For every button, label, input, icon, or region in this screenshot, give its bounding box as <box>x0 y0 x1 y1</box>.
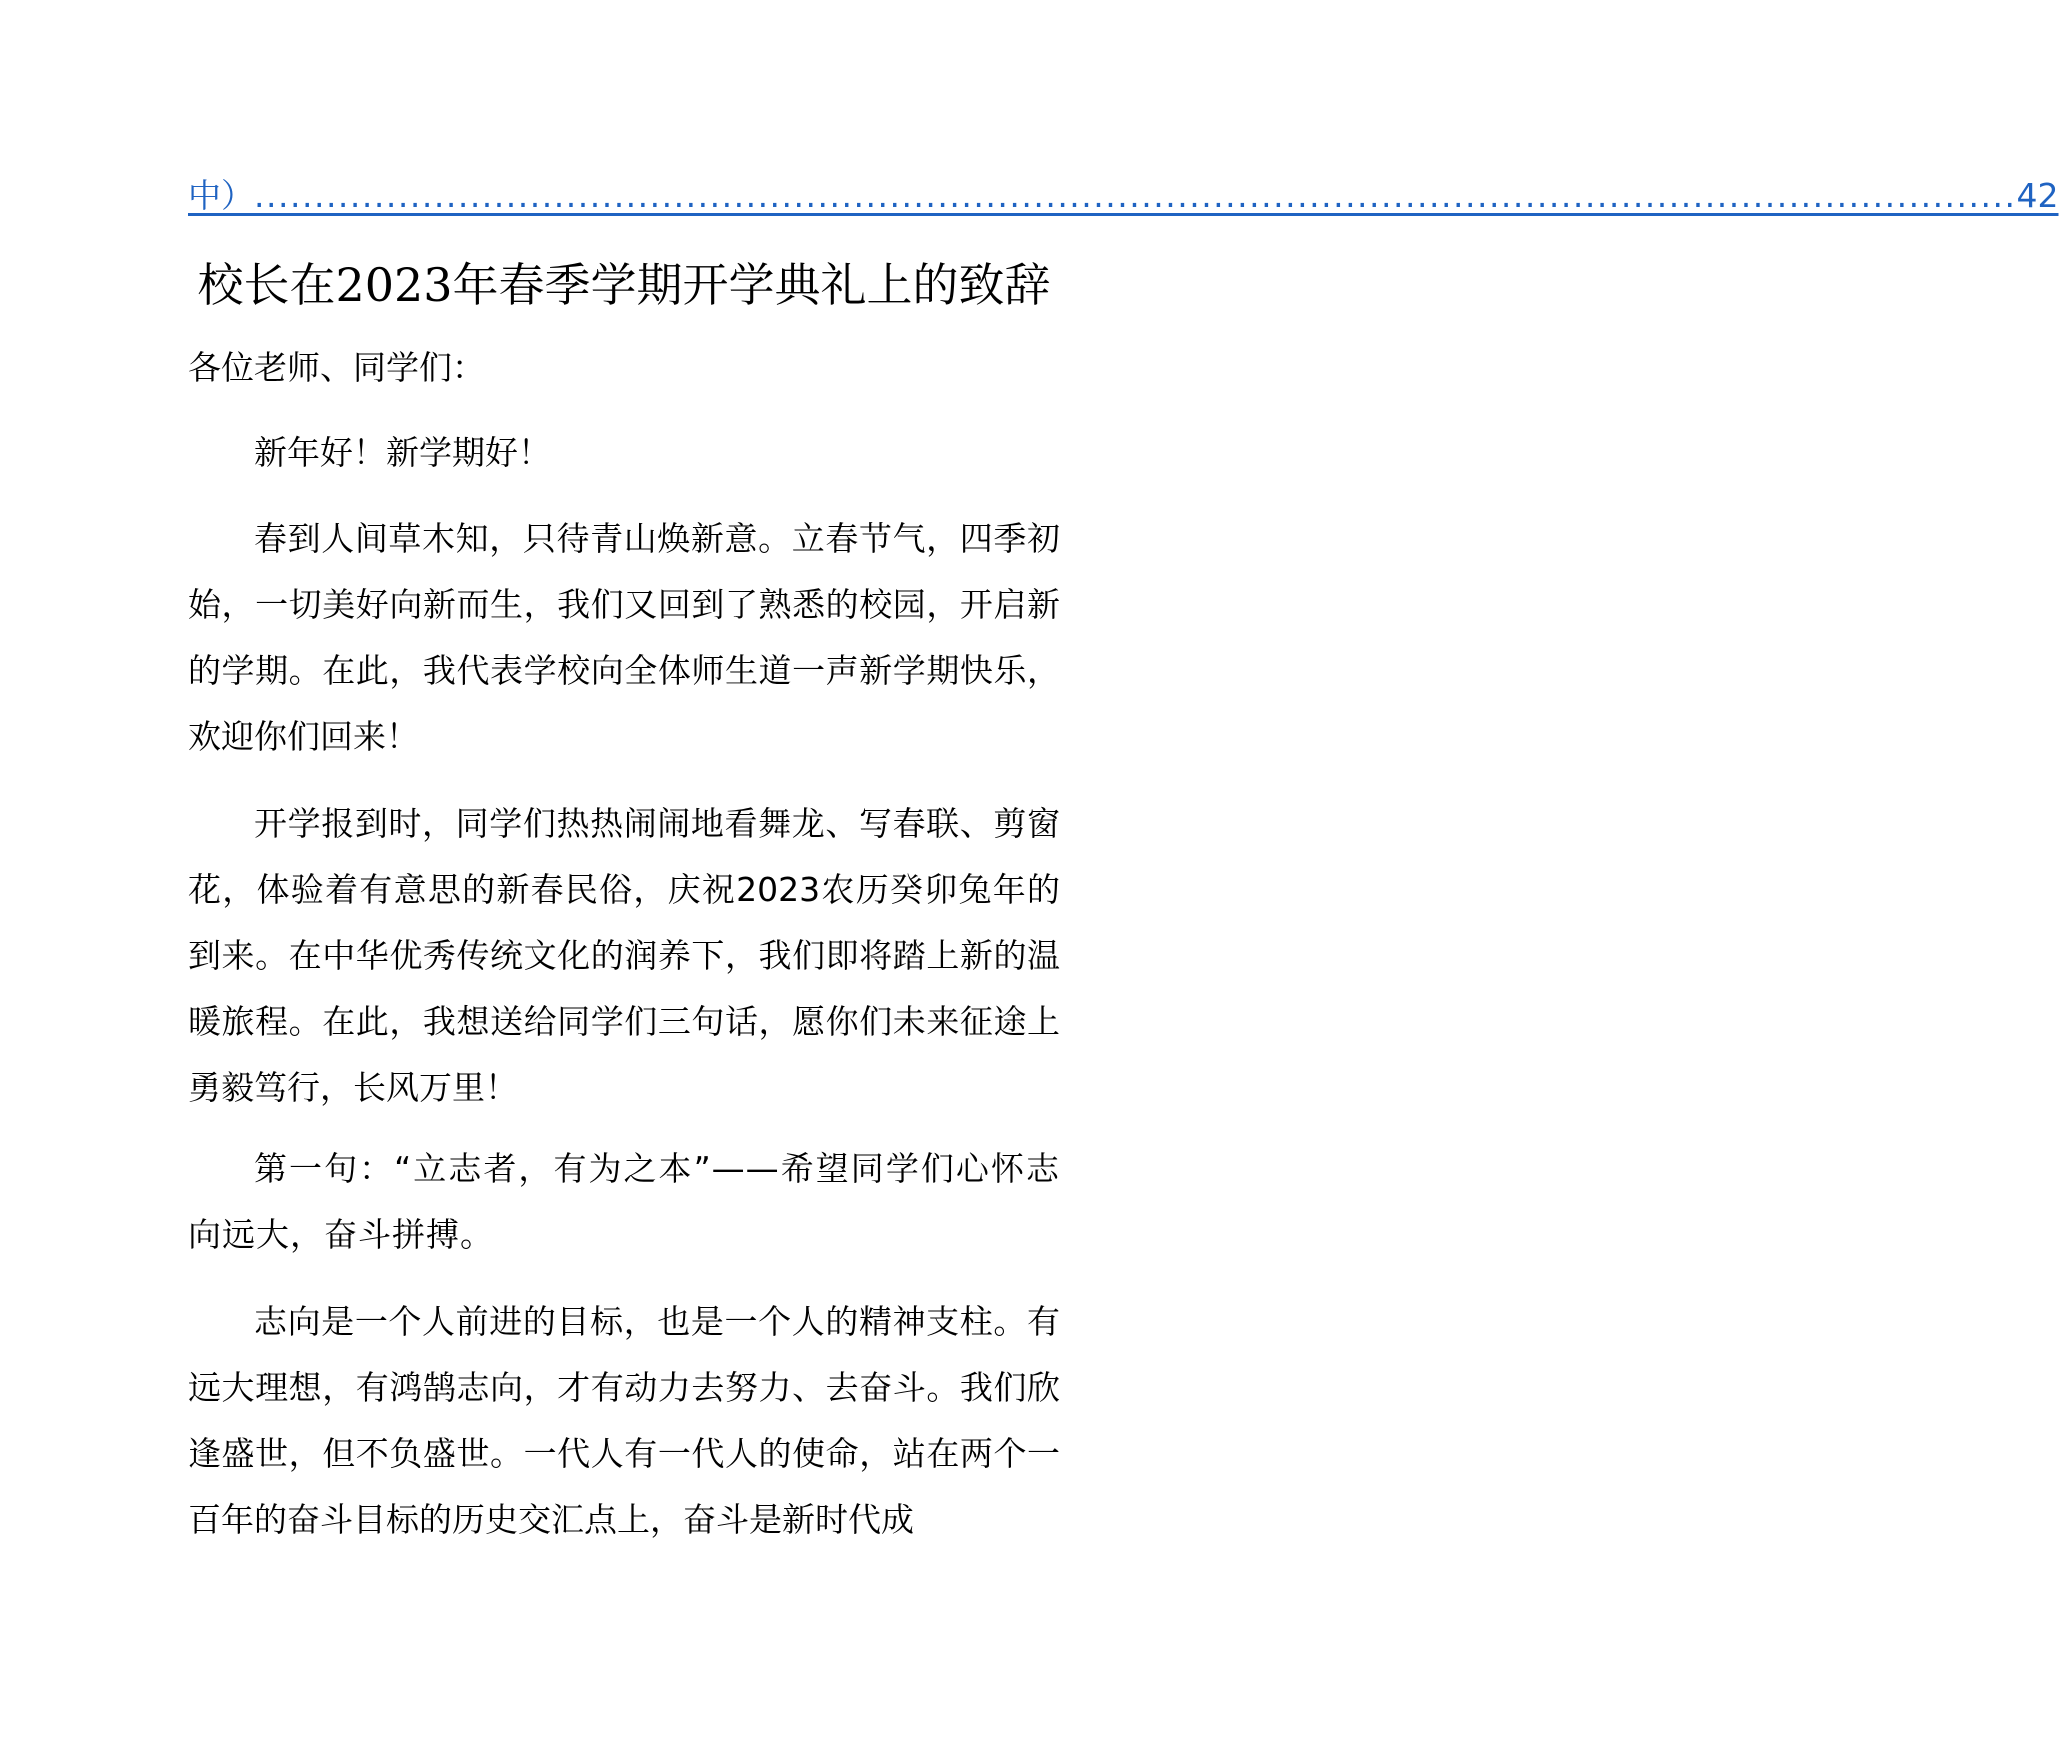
paragraph-greeting: 新年好！新学期好！ <box>254 433 551 472</box>
toc-page-number: 42 <box>2016 176 2059 215</box>
paragraph-spring: 春到人间草木知，只待青山焕新意。立春节气，四季初始，一切美好向新而生，我们又回到了熟悉的校园，开启新的学期。在此，我代表学校向全体师生道一声新学期快乐，欢迎你们回来！ <box>188 519 1060 756</box>
salutation: 各位老师、同学们： <box>188 348 485 387</box>
toc-leader-dots: ................................................................................................................................................... <box>254 176 2017 215</box>
document-title: 校长在2023年春季学期开学典礼上的致辞 <box>197 258 1051 312</box>
paragraph-ambition: 志向是一个人前进的目标，也是一个人的精神支柱。有远大理想，有鸿鹄志向，才有动力去努力、去奋斗。我们欣逢盛世，但不负盛世。一代人有一代人的使命，站在两个一百年的奋斗目标的历史交汇点上，奋斗是新时代成 <box>188 1302 1060 1539</box>
toc-entry-text: 中） <box>188 176 254 215</box>
paragraph-first-sentence: 第一句：“立志者，有为之本”——希望同学们心怀志向远大，奋斗拼搏。 <box>188 1149 1060 1254</box>
paragraph-registration: 开学报到时，同学们热热闹闹地看舞龙、写春联、剪窗花，体验着有意思的新春民俗，庆祝2023农历癸卯兔年的到来。在中华优秀传统文化的润养下，我们即将踏上新的温暖旅程。在此，我想送给同学们三句话，愿你们未来征途上勇毅笃行，长风万里！ <box>188 804 1060 1107</box>
toc-entry-link[interactable] <box>188 172 2059 220</box>
